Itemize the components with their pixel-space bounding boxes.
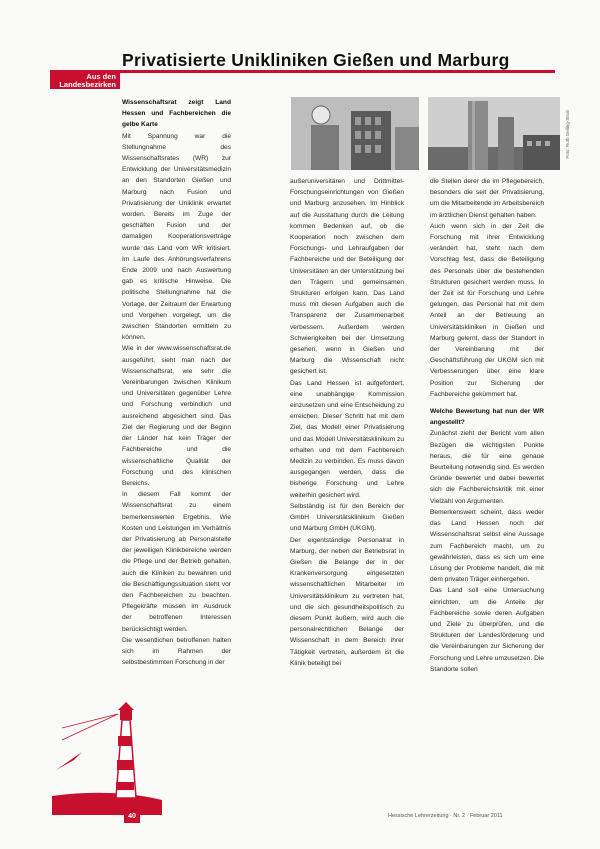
column-2 <box>290 176 404 669</box>
photo-credit: Foto: Ruth Geiling-Strub <box>565 110 570 159</box>
paragraph: die Stellen derer die im Pflegebereich, besonders die seit der Privatisierung, um die Mitarbeitende im Arbeitsbereich im ärztlichen Dienst gehalten haben. <box>430 178 544 219</box>
photo-clinic-building-left <box>291 97 419 170</box>
column-3 <box>430 176 544 675</box>
journal-footer: Hessische Lehrerzeitung · Nr. 2 · Februar 2011 <box>388 813 503 819</box>
paragraph: außeruniversitären und Drittmittel-Forschungseinrichtungen von Gießen und Marburg anzusehen. Im Hinblick auf die Ausstattung durch die Leitung kommen Bedenken auf, ob die Kooperation noch zwischen dem Forschungs- und Lehraufgaben der Fachbereiche und der Beteiligung der Universitäten an der Unterstützung bei den Trägern und gemeinsamen Strukturen erfolgen kann. Das Land muss mit diesen Aufgaben auch die Transparenz der Zusammenarbeit verbessern. Außerdem werden Schwierigkeiten bei der Umsetzung gesehen, wenn in Gießen und Marburg die Wissenschaft nicht gesichert ist. <box>290 178 404 376</box>
paragraph: Mit Spannung war die Stellungnahme des Wissenschaftsrates (WR) zur Entwicklung der Universitätsmedizin an den Standorten Gießen und Marburg nach Fusion und Privatisierung der Uniklinik erwartet worden. Bereits im Zuge der geschäften Fusion und der damaligen Kooperationsverträge wurde das Land vom WR kritisiert. Im Laufe des Anhörungsverfahrens Ende 2009 und nach Auswertung gab es kritische Hinweise. Die politische Stellungnahme hat die Vorlage, der Zeitraum der Erwartung und Vorgehen vorgelegt, um die zwischen Standorten ermitteln zu können. <box>122 132 231 342</box>
photo-clinic-tower-right <box>428 97 560 170</box>
subheading-2: Welche Bewertung hat nun der WR angestellt? <box>430 408 544 427</box>
article-title: Privatisierte Unikliniken Gießen und Marburg <box>122 50 510 70</box>
subheading-1: Wissenschaftsrat zeigt Land Hessen und Fachbereichen die gelbe Karte <box>122 99 231 129</box>
section-rubric <box>50 73 120 89</box>
lighthouse-illustration <box>52 700 162 815</box>
paragraph: Zunächst zieht der Bericht vom allen Bezügen die wichtigsten Punkte heraus, die für eine genaue Beurteilung notwendig sind. Es werden Gründe bewertet und dabei bewertet sich die Fachbereichskritik mit einer Vielzahl von Argumenten. <box>430 430 544 505</box>
page-number: 40 <box>124 811 140 823</box>
column-1 <box>122 97 231 668</box>
paragraph: Der eigentständige Personalrat in Marburg, der neben der Betriebsrat in Gießen die Belange der in der Krankenversorgung eingesetzten wissenschaftlichen Mitarbeiter im Universitätsklinikum zu vertreten hat, und die sich gesundheitspolitisch zu diesem Punkt äußern, wird auch die personalrechtlichen Belange der Wissenschaft in dem Bereich ihrer Tätigkeit vertreten, außerdem ist die Klinik beteiligt bei <box>290 536 404 667</box>
paragraph: Das Land Hessen ist aufgefordert, eine unabhängige Kommission einzusetzen und eine Entscheidung zu erreichen. Dieser Schritt hat mit dem Ziel, das Modell einer Privatisierung und das Modell Universitätsklinikum zu erhalten und mit dem Fachbereich Medizin zu verbinden. Es muss davon ausgegangen werden, dass die bisherige Forschung und Lehre weiterhin gesichert wird. <box>290 379 404 499</box>
rubric-line-2: Landesbezirken <box>59 80 116 89</box>
paragraph: Selbständig ist für den Bereich der GmbH Universitätsklinikum Gießen und Marburg GmbH (UKGM). <box>290 502 404 533</box>
title-rule <box>50 70 555 73</box>
paragraph: Das Land soll eine Untersuchung einrichten, um die Anteile der Fachbereiche sowie deren Aufgaben und Ziele zu überprüfen, und die Strukturen der Landesförderung und die Vereinbarungen zur Sicherung der Forschung und Lehre umzusetzen. Die Standorte sollen <box>430 587 544 673</box>
paragraph: Die wesentlichen betroffenen halten sich im Rahmen der selbstbestimmten Forschung in der <box>122 636 231 667</box>
paragraph: Bemerkenswert scheint, dass weder das Land Hessen noch der Wissenschaftsrat selbst eine Aussage zum Fachbereich macht, um zu gewährleisten, dass es sich um eine Lösung der Probleme handelt, die mit dem privaten Träger einhergehen. <box>430 508 544 584</box>
paragraph: Auch wenn sich in der Zeit die Forschung mit ihrer Entwicklung verändert hat, steht nach dem Vorschlag fest, dass die Beteiligung des Personals über die bestehenden Strukturen gesichert werden muss. In der Zeit ist für Forschung und Lehre gelungen, das Personal hat mit dem Anteil an der Betreuung an Universitätskliniken in Gießen und Marburg gelernt, dass der Standort in der Vereinbarung mit der Geschäftsführung der UKGM sich mit Verbesserungen über eine klare Position zur Sicherung der Fachbereiche gekümmert hat. <box>430 222 544 398</box>
rubric-line-1: Aus den <box>86 72 116 81</box>
paragraph: Wie in der www.wissenschaftsrat.de ausgeführt, sieht man nach der Wissenschaftsrat, wie sehr die Vereinbarungen zwischen Klinikum und Universitäten gegenüber Lehre und Forschung verbindlich und ausreichend abgesichert sind. Das Ziel der Regierung und der Beginn der Länder hat kein Träger der Fachbereiche und die wissenschaftliche Qualität der Forschung und des klinischen Bereichs. <box>122 345 231 487</box>
paragraph: In diesem Fall kommt der Wissenschaftsrat zu einem bemerkenswerten Ergebnis. Wie Kosten und Leistungen im Verhältnis der Privatisierung ab Personalstelle der jeweiligen Klinikbereiche werden die Pflege und der Betrieb gehalten, auch die Kliniken zu bewahren und die Beschäftigungssituation steht vor den Fachbereichen zu beachten. Pflegekräfte müssen im Ausdruck der betroffenen Interessen berücksichtigt werden. <box>122 491 231 633</box>
